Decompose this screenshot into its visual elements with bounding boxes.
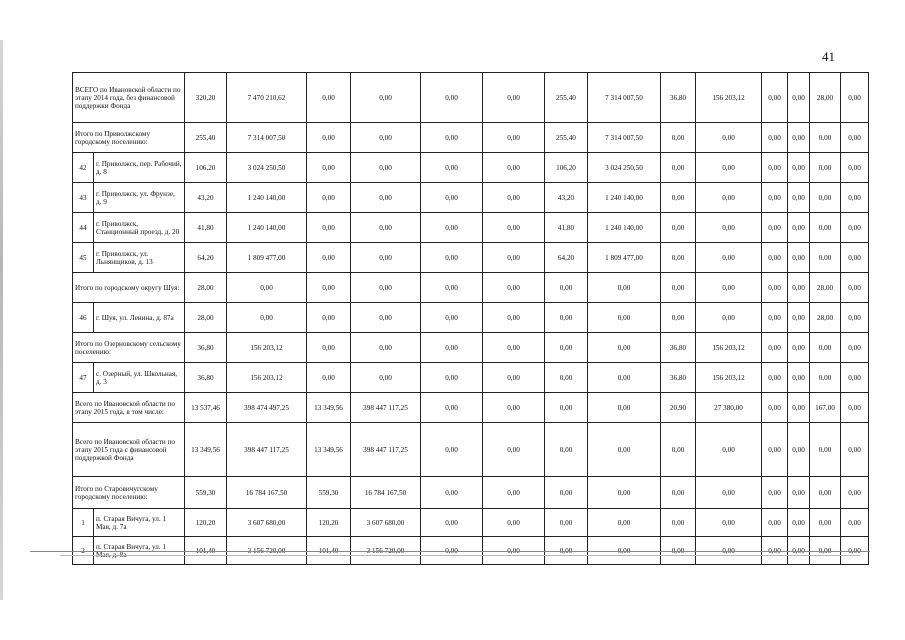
value-cell: 28,00 — [185, 273, 227, 303]
value-cell: 156 203,12 — [227, 363, 307, 393]
value-cell: 0,00 — [307, 123, 351, 153]
value-cell: 0,00 — [762, 423, 788, 477]
value-cell: 0,00 — [696, 303, 762, 333]
value-cell: 0,00 — [483, 123, 545, 153]
value-cell: 167,00 — [810, 393, 841, 423]
value-cell: 0,00 — [588, 509, 661, 537]
value-cell: 0,00 — [351, 273, 421, 303]
row-address: п. Старая Вичуга, ул. 1 — [94, 537, 185, 565]
value-cell: 28,00 — [810, 303, 841, 333]
row-number: 43 — [73, 183, 94, 213]
value-cell: 156 203,12 — [696, 333, 762, 363]
subtotal-row — [73, 73, 869, 123]
value-cell: 0,00 — [696, 123, 762, 153]
value-cell: 1 240 140,00 — [588, 183, 661, 213]
value-cell: 0,00 — [810, 423, 841, 477]
value-cell: 0,00 — [762, 183, 788, 213]
value-cell: 0,00 — [762, 153, 788, 183]
value-cell: 0,00 — [841, 393, 869, 423]
value-cell: 16 784 167,50 — [227, 477, 307, 509]
table-row — [73, 183, 869, 213]
value-cell: 0,00 — [545, 333, 588, 363]
row-number: 44 — [73, 213, 94, 243]
value-cell: 559,30 — [307, 477, 351, 509]
value-cell: 0,00 — [841, 183, 869, 213]
value-cell: 156 203,12 — [696, 363, 762, 393]
value-cell: 0,00 — [788, 213, 810, 243]
value-cell: 28,00 — [810, 73, 841, 123]
value-cell: 0,00 — [788, 123, 810, 153]
value-cell: 156 203,12 — [227, 333, 307, 363]
value-cell: 0,00 — [483, 509, 545, 537]
value-cell: 0,00 — [421, 393, 483, 423]
value-cell: 0,00 — [421, 123, 483, 153]
value-cell: 13 349,56 — [307, 393, 351, 423]
row-address: г. Приволжск, ул. Льнянщиков, д. 13 — [94, 243, 185, 273]
table-row — [73, 153, 869, 183]
row-address: п. Старая Вичуга, ул. 1 Мая, д. 7а — [94, 509, 185, 537]
value-cell: 0,00 — [588, 393, 661, 423]
value-cell: 0,00 — [307, 183, 351, 213]
value-cell: 0,00 — [762, 363, 788, 393]
value-cell: 0,00 — [545, 393, 588, 423]
value-cell: 27 380,00 — [696, 393, 762, 423]
value-cell: 0,00 — [841, 213, 869, 243]
row-label: Итого по городскому округу Шуя: — [73, 273, 185, 303]
value-cell: 0,00 — [545, 477, 588, 509]
row-number: 1 — [73, 509, 94, 537]
value-cell: 7 314 007,50 — [227, 123, 307, 153]
value-cell: 0,00 — [588, 363, 661, 393]
value-cell: 0,00 — [788, 183, 810, 213]
value-cell: 0,00 — [762, 509, 788, 537]
value-cell: 0,00 — [661, 477, 696, 509]
row-address: г. Шуя, ул. Ленина, д. 87а — [94, 303, 185, 333]
value-cell: 36,80 — [661, 333, 696, 363]
value-cell: 0,00 — [762, 123, 788, 153]
table-row — [73, 509, 869, 537]
value-cell: 0,00 — [421, 273, 483, 303]
value-cell: 0,00 — [307, 153, 351, 183]
row-address: г. Приволжск, ул. Фрунзе, д. 9 — [94, 183, 185, 213]
value-cell: 0,00 — [545, 363, 588, 393]
value-cell: 0,00 — [545, 509, 588, 537]
value-cell: 0,00 — [545, 303, 588, 333]
value-cell: 0,00 — [762, 393, 788, 423]
value-cell: 28,00 — [185, 303, 227, 333]
value-cell: 0,00 — [307, 273, 351, 303]
value-cell: 120,20 — [185, 509, 227, 537]
value-cell: 0,00 — [696, 243, 762, 273]
value-cell: 0,00 — [421, 183, 483, 213]
value-cell: 0,00 — [421, 477, 483, 509]
subtotal-row — [73, 393, 869, 423]
value-cell: 0,00 — [788, 73, 810, 123]
value-cell: 0,00 — [588, 423, 661, 477]
housing-program-table — [72, 72, 869, 565]
value-cell: 0,00 — [696, 509, 762, 537]
value-cell: 0,00 — [762, 73, 788, 123]
value-cell: 0,00 — [351, 153, 421, 183]
value-cell: 0,00 — [483, 363, 545, 393]
value-cell: 0,00 — [788, 423, 810, 477]
value-cell: 0,00 — [696, 213, 762, 243]
value-cell: 16 784 167,50 — [351, 477, 421, 509]
value-cell: 0,00 — [788, 303, 810, 333]
value-cell: 0,00 — [841, 273, 869, 303]
table-row — [73, 363, 869, 393]
value-cell: 3 607 680,00 — [351, 509, 421, 537]
value-cell: 41,80 — [545, 213, 588, 243]
subtotal-row — [73, 477, 869, 509]
value-cell: 0,00 — [841, 509, 869, 537]
value-cell: 0,00 — [351, 303, 421, 333]
value-cell: 0,00 — [351, 73, 421, 123]
value-cell: 255,40 — [545, 123, 588, 153]
row-address: с. Озерный, ул. Школьная, д. 3 — [94, 363, 185, 393]
value-cell: 0,00 — [421, 509, 483, 537]
value-cell: 1 809 477,00 — [588, 243, 661, 273]
value-cell: 7 314 007,50 — [588, 123, 661, 153]
value-cell: 64,20 — [545, 243, 588, 273]
value-cell: 0,00 — [483, 73, 545, 123]
value-cell: 0,00 — [841, 333, 869, 363]
value-cell: 0,00 — [841, 303, 869, 333]
value-cell: 0,00 — [810, 333, 841, 363]
value-cell: 0,00 — [483, 303, 545, 333]
value-cell: 0,00 — [421, 213, 483, 243]
page-rule-secondary — [60, 555, 860, 556]
value-cell: 0,00 — [788, 509, 810, 537]
value-cell: 0,00 — [762, 243, 788, 273]
value-cell: 0,00 — [788, 477, 810, 509]
value-cell: 0,00 — [351, 123, 421, 153]
value-cell: 0,00 — [421, 333, 483, 363]
row-number: 42 — [73, 153, 94, 183]
value-cell: 0,00 — [788, 363, 810, 393]
value-cell: 0,00 — [661, 273, 696, 303]
value-cell: 0,00 — [696, 477, 762, 509]
value-cell: 13 349,56 — [307, 423, 351, 477]
value-cell: 0,00 — [696, 423, 762, 477]
value-cell: 0,00 — [421, 423, 483, 477]
value-cell: 0,00 — [483, 333, 545, 363]
row-label: Всего по Ивановской области по этапу 2015 года с финансовой поддержкой Фонда — [73, 423, 185, 477]
row-label: ВСЕГО по Ивановской области по этапу 2014 года, без финансовой поддержки Фонда — [73, 73, 185, 123]
value-cell: 0,00 — [661, 423, 696, 477]
value-cell: 7 470 210,62 — [227, 73, 307, 123]
value-cell: 0,00 — [661, 303, 696, 333]
value-cell: 36,80 — [661, 363, 696, 393]
value-cell: 0,00 — [810, 123, 841, 153]
row-label: Итого по Озерновскому сельскому поселению: — [73, 333, 185, 363]
value-cell: 0,00 — [351, 183, 421, 213]
value-cell: 106,20 — [185, 153, 227, 183]
table-row — [73, 303, 869, 333]
value-cell: 0,00 — [307, 213, 351, 243]
value-cell: 106,20 — [545, 153, 588, 183]
page-number: 41 — [822, 49, 835, 64]
value-cell: 0,00 — [810, 509, 841, 537]
value-cell: 0,00 — [227, 303, 307, 333]
value-cell: 0,00 — [661, 153, 696, 183]
value-cell: 0,00 — [841, 73, 869, 123]
value-cell: 0,00 — [483, 273, 545, 303]
value-cell: 0,00 — [788, 153, 810, 183]
value-cell: 0,00 — [421, 153, 483, 183]
value-cell: 0,00 — [588, 273, 661, 303]
value-cell: 0,00 — [696, 273, 762, 303]
value-cell: 320,20 — [185, 73, 227, 123]
value-cell: 0,00 — [307, 303, 351, 333]
value-cell: 0,00 — [307, 73, 351, 123]
value-cell: 0,00 — [810, 363, 841, 393]
value-cell: 0,00 — [483, 153, 545, 183]
value-cell: 0,00 — [696, 153, 762, 183]
value-cell: 41,80 — [185, 213, 227, 243]
value-cell: 0,00 — [351, 363, 421, 393]
value-cell: 0,00 — [588, 333, 661, 363]
value-cell: 0,00 — [227, 273, 307, 303]
value-cell: 1 809 477,00 — [227, 243, 307, 273]
value-cell: 0,00 — [762, 273, 788, 303]
value-cell: 7 314 007,50 — [588, 73, 661, 123]
value-cell: 0,00 — [483, 393, 545, 423]
value-cell: 0,00 — [661, 123, 696, 153]
value-cell: 0,00 — [841, 477, 869, 509]
value-cell: 0,00 — [841, 153, 869, 183]
value-cell: 0,00 — [545, 273, 588, 303]
value-cell: 1 240 140,00 — [227, 213, 307, 243]
value-cell: 0,00 — [788, 393, 810, 423]
value-cell: 3 607 680,00 — [227, 509, 307, 537]
value-cell: 0,00 — [421, 73, 483, 123]
value-cell: 0,00 — [788, 273, 810, 303]
value-cell: 1 240 140,00 — [588, 213, 661, 243]
value-cell: 0,00 — [588, 477, 661, 509]
value-cell: 0,00 — [351, 243, 421, 273]
value-cell: 0,00 — [841, 243, 869, 273]
value-cell: 13 349,56 — [185, 423, 227, 477]
value-cell: 1 240 140,00 — [227, 183, 307, 213]
value-cell: 28,00 — [810, 273, 841, 303]
value-cell: 255,40 — [185, 123, 227, 153]
value-cell: 0,00 — [661, 243, 696, 273]
subtotal-row — [73, 123, 869, 153]
value-cell: 0,00 — [762, 213, 788, 243]
table-row — [73, 243, 869, 273]
row-number: 46 — [73, 303, 94, 333]
value-cell: 0,00 — [421, 243, 483, 273]
table-row — [73, 213, 869, 243]
row-address: г. Приволжск, пер. Рабочий, д. 8 — [94, 153, 185, 183]
value-cell: 0,00 — [307, 333, 351, 363]
value-cell: 255,40 — [545, 73, 588, 123]
value-cell: 0,00 — [483, 477, 545, 509]
value-cell: 0,00 — [307, 363, 351, 393]
value-cell: 3 024 250,50 — [227, 153, 307, 183]
value-cell: 0,00 — [841, 363, 869, 393]
scan-edge — [0, 40, 3, 600]
value-cell: 0,00 — [810, 183, 841, 213]
value-cell: 36,80 — [185, 333, 227, 363]
subtotal-row — [73, 423, 869, 477]
value-cell: 0,00 — [788, 333, 810, 363]
row-address: г. Приволжск, Станционный проезд, д. 20 — [94, 213, 185, 243]
row-label: Итого по Приволжскому городскому поселению: — [73, 123, 185, 153]
value-cell: 43,20 — [545, 183, 588, 213]
value-cell: 36,80 — [185, 363, 227, 393]
value-cell: 0,00 — [696, 183, 762, 213]
value-cell: 3 024 250,50 — [588, 153, 661, 183]
value-cell: 398 447 117,25 — [351, 393, 421, 423]
value-cell: 0,00 — [762, 477, 788, 509]
value-cell: 0,00 — [810, 153, 841, 183]
value-cell: 0,00 — [841, 123, 869, 153]
subtotal-row — [73, 273, 869, 303]
row-number: 47 — [73, 363, 94, 393]
value-cell: 0,00 — [661, 183, 696, 213]
value-cell: 0,00 — [483, 183, 545, 213]
value-cell: 559,30 — [185, 477, 227, 509]
value-cell: 398 447 117,25 — [351, 423, 421, 477]
value-cell: 0,00 — [351, 213, 421, 243]
value-cell: 0,00 — [762, 333, 788, 363]
value-cell: 0,00 — [810, 243, 841, 273]
page-rule — [30, 551, 870, 552]
value-cell: 0,00 — [545, 423, 588, 477]
value-cell: 0,00 — [351, 333, 421, 363]
value-cell: 20,90 — [661, 393, 696, 423]
value-cell: 43,20 — [185, 183, 227, 213]
value-cell: 0,00 — [841, 423, 869, 477]
value-cell: 0,00 — [810, 477, 841, 509]
value-cell: 120,20 — [307, 509, 351, 537]
value-cell: 0,00 — [421, 303, 483, 333]
value-cell: 0,00 — [588, 303, 661, 333]
value-cell: 0,00 — [810, 213, 841, 243]
value-cell: 0,00 — [307, 243, 351, 273]
value-cell: 398 474 497,25 — [227, 393, 307, 423]
value-cell: 0,00 — [788, 243, 810, 273]
value-cell: 0,00 — [483, 423, 545, 477]
subtotal-row — [73, 333, 869, 363]
value-cell: 0,00 — [661, 213, 696, 243]
value-cell: 0,00 — [421, 363, 483, 393]
value-cell: 0,00 — [483, 213, 545, 243]
row-label: Итого по Старовичугскому городскому поселению: — [73, 477, 185, 509]
value-cell: 0,00 — [483, 243, 545, 273]
row-number: 45 — [73, 243, 94, 273]
value-cell: 0,00 — [661, 509, 696, 537]
value-cell: 13 537,46 — [185, 393, 227, 423]
row-label: Всего по Ивановской области по этапу 2015 года, в том числе: — [73, 393, 185, 423]
value-cell: 0,00 — [762, 303, 788, 333]
value-cell: 36,80 — [661, 73, 696, 123]
value-cell: 156 203,12 — [696, 73, 762, 123]
value-cell: 64,20 — [185, 243, 227, 273]
value-cell: 398 447 117,25 — [227, 423, 307, 477]
